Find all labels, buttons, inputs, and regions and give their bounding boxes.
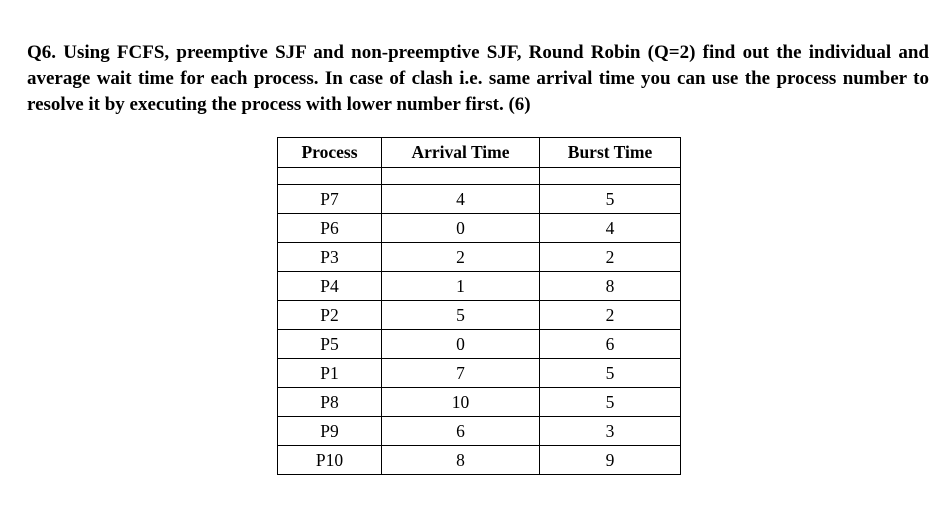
cell-burst: 6: [540, 330, 681, 359]
cell-arrival: 0: [382, 330, 540, 359]
cell-arrival: 0: [382, 214, 540, 243]
table-row: [278, 417, 681, 446]
cell-arrival: 4: [382, 185, 540, 214]
cell-burst: 5: [540, 359, 681, 388]
cell-arrival: 6: [382, 417, 540, 446]
cell-process: P6: [278, 214, 382, 243]
cell-burst: 5: [540, 185, 681, 214]
table-row: [278, 272, 681, 301]
table-row: [278, 330, 681, 359]
spacer-cell: [540, 168, 681, 185]
cell-burst: 2: [540, 243, 681, 272]
cell-process: P4: [278, 272, 382, 301]
cell-process: P9: [278, 417, 382, 446]
table-row: [278, 446, 681, 475]
table-row: [278, 301, 681, 330]
header-burst-time: Burst Time: [540, 138, 681, 168]
cell-process: P1: [278, 359, 382, 388]
spacer-cell: [278, 168, 382, 185]
table-row: [278, 388, 681, 417]
cell-process: P2: [278, 301, 382, 330]
header-arrival-time: Arrival Time: [382, 138, 540, 168]
table-row: [278, 214, 681, 243]
cell-process: P10: [278, 446, 382, 475]
cell-arrival: 1: [382, 272, 540, 301]
cell-burst: 2: [540, 301, 681, 330]
cell-arrival: 5: [382, 301, 540, 330]
cell-arrival: 8: [382, 446, 540, 475]
cell-burst: 3: [540, 417, 681, 446]
table-row: [278, 359, 681, 388]
cell-burst: 4: [540, 214, 681, 243]
cell-process: P7: [278, 185, 382, 214]
cell-process: P8: [278, 388, 382, 417]
process-table: [277, 137, 681, 475]
cell-burst: 8: [540, 272, 681, 301]
header-process: Process: [278, 138, 382, 168]
table-row: [278, 185, 681, 214]
cell-burst: 5: [540, 388, 681, 417]
table-spacer-row: [278, 168, 681, 185]
spacer-cell: [382, 168, 540, 185]
cell-arrival: 10: [382, 388, 540, 417]
question-text: Q6. Using FCFS, preemptive SJF and non-preemptive SJF, Round Robin (Q=2) find out the individual and average wait time for each process. In case of clash i.e. same arrival time you can use the process number to resolve it by executing the process with lower number first. (6): [27, 42, 929, 115]
cell-burst: 9: [540, 446, 681, 475]
table-row: [278, 243, 681, 272]
cell-process: P5: [278, 330, 382, 359]
cell-arrival: 2: [382, 243, 540, 272]
table-header-row: [278, 138, 681, 168]
cell-process: P3: [278, 243, 382, 272]
cell-arrival: 7: [382, 359, 540, 388]
